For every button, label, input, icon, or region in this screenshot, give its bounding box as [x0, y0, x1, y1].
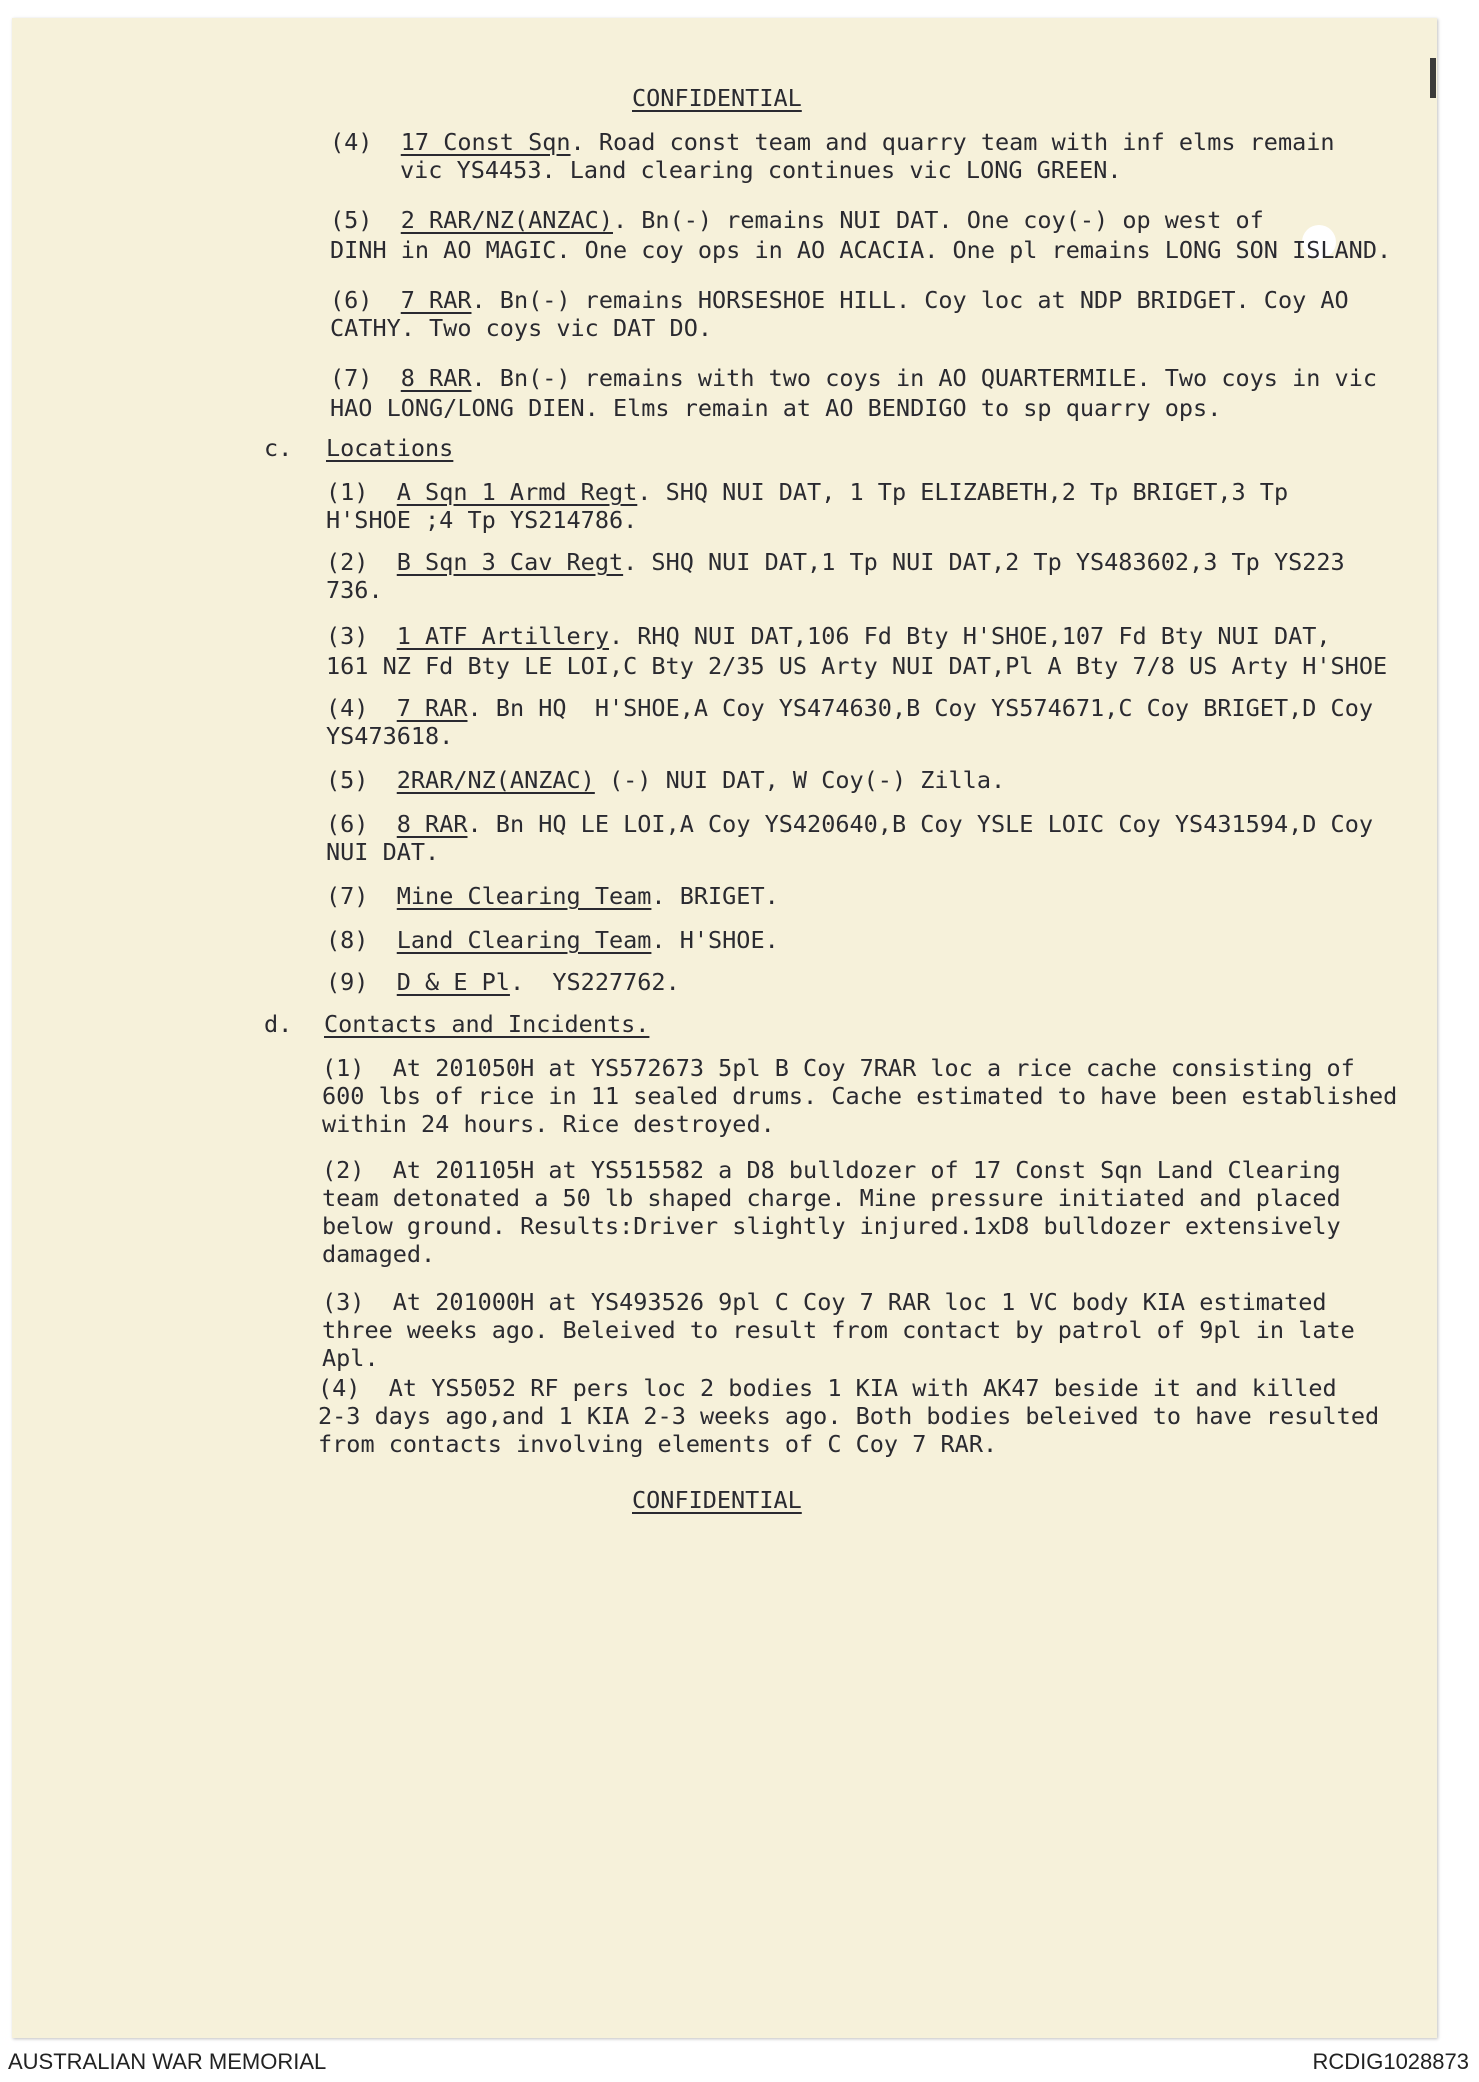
unit-para-4: (7) 8 RAR. Bn(-) remains with two coys in AO QUARTERMILE. Two coys in vic: [330, 364, 1377, 392]
contact-4-cont-2: from contacts involving elements of C Coy 7 RAR.: [318, 1430, 998, 1458]
contact-3-cont-2: Apl.: [322, 1344, 379, 1372]
contact-2-cont-1: team detonated a 50 lb shaped charge. Mine pressure initiated and placed: [322, 1184, 1341, 1212]
staple-mark: [1430, 58, 1436, 98]
contact-1-cont-1: 600 lbs of rice in 11 sealed drums. Cache estimated to have been established: [322, 1082, 1398, 1110]
unit-para-4-cont: HAO LONG/LONG DIEN. Elms remain at AO BENDIGO to sp quarry ops.: [330, 394, 1222, 422]
header-classification: CONFIDENTIAL: [632, 84, 802, 112]
archive-id: RCDIG1028873: [1312, 2049, 1469, 2074]
contact-2-cont-3: damaged.: [322, 1240, 436, 1268]
locations-heading: Locations: [326, 434, 454, 462]
location-4-cont: YS473618.: [326, 722, 454, 750]
contact-2: (2) At 201105H at YS515582 a D8 bulldozer of 17 Const Sqn Land Clearing: [322, 1156, 1341, 1184]
contact-1-cont-2: within 24 hours. Rice destroyed.: [322, 1110, 775, 1138]
unit-para-1-cont: vic YS4453. Land clearing continues vic LONG GREEN.: [400, 156, 1122, 184]
unit-para-1: (4) 17 Const Sqn. Road const team and quarry team with inf elms remain: [330, 128, 1335, 156]
location-7: (7) Mine Clearing Team. BRIGET.: [326, 882, 779, 910]
contact-3-cont-1: three weeks ago. Beleived to result from contact by patrol of 9pl in late: [322, 1316, 1355, 1344]
location-6: (6) 8 RAR. Bn HQ LE LOI,A Coy YS420640,B Coy YSLE LOIC Coy YS431594,D Coy: [326, 810, 1373, 838]
section-letter-c: c.: [264, 434, 293, 462]
unit-para-3: (6) 7 RAR. Bn(-) remains HORSESHOE HILL. Coy loc at NDP BRIDGET. Coy AO: [330, 286, 1349, 314]
footer-classification: CONFIDENTIAL: [632, 1486, 802, 1514]
unit-para-3-cont: CATHY. Two coys vic DAT DO.: [330, 314, 713, 342]
archive-credit: AUSTRALIAN WAR MEMORIAL: [8, 2049, 327, 2074]
unit-para-2: (5) 2 RAR/NZ(ANZAC). Bn(-) remains NUI DAT. One coy(-) op west of: [330, 206, 1264, 234]
location-8: (8) Land Clearing Team. H'SHOE.: [326, 926, 779, 954]
location-3: (3) 1 ATF Artillery. RHQ NUI DAT,106 Fd Bty H'SHOE,107 Fd Bty NUI DAT,: [326, 622, 1331, 650]
contacts-heading: Contacts and Incidents.: [324, 1010, 650, 1038]
location-2: (2) B Sqn 3 Cav Regt. SHQ NUI DAT,1 Tp NUI DAT,2 Tp YS483602,3 Tp YS223: [326, 548, 1345, 576]
location-5: (5) 2RAR/NZ(ANZAC) (-) NUI DAT, W Coy(-) Zilla.: [326, 766, 1006, 794]
contact-2-cont-2: below ground. Results:Driver slightly injured.1xD8 bulldozer extensively: [322, 1212, 1341, 1240]
section-letter-d: d.: [264, 1010, 293, 1038]
location-2-cont: 736.: [326, 576, 383, 604]
document-page: [12, 18, 1437, 2038]
location-3-cont: 161 NZ Fd Bty LE LOI,C Bty 2/35 US Arty NUI DAT,Pl A Bty 7/8 US Arty H'SHOE: [326, 652, 1388, 680]
location-4: (4) 7 RAR. Bn HQ H'SHOE,A Coy YS474630,B Coy YS574671,C Coy BRIGET,D Coy: [326, 694, 1373, 722]
location-9: (9) D & E Pl. YS227762.: [326, 968, 680, 996]
location-1: (1) A Sqn 1 Armd Regt. SHQ NUI DAT, 1 Tp ELIZABETH,2 Tp BRIGET,3 Tp: [326, 478, 1289, 506]
unit-para-2-cont: DINH in AO MAGIC. One coy ops in AO ACACIA. One pl remains LONG SON ISLAND.: [330, 236, 1392, 264]
contact-3: (3) At 201000H at YS493526 9pl C Coy 7 RAR loc 1 VC body KIA estimated: [322, 1288, 1327, 1316]
contact-1: (1) At 201050H at YS572673 5pl B Coy 7RAR loc a rice cache consisting of: [322, 1054, 1355, 1082]
contact-4: (4) At YS5052 RF pers loc 2 bodies 1 KIA with AK47 beside it and killed: [318, 1374, 1337, 1402]
location-6-cont: NUI DAT.: [326, 838, 440, 866]
location-1-cont: H'SHOE ;4 Tp YS214786.: [326, 506, 638, 534]
contact-4-cont-1: 2-3 days ago,and 1 KIA 2-3 weeks ago. Both bodies beleived to have resulted: [318, 1402, 1380, 1430]
